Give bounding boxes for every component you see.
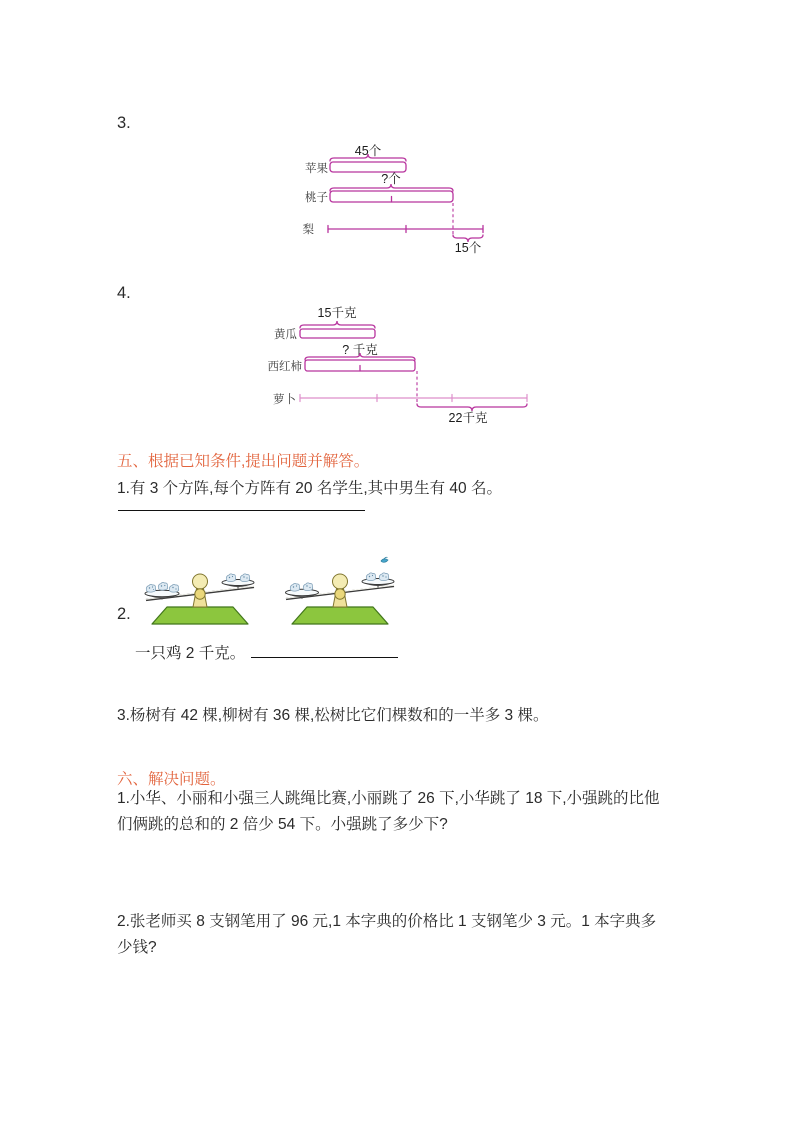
chick-icon (240, 574, 249, 582)
peaches-count-label: ?个 (381, 172, 401, 186)
scale-knob (193, 574, 208, 589)
apples-count-label: 45个 (354, 144, 382, 158)
balance-scales-illustration (122, 550, 422, 635)
radish-extra-brace (417, 404, 527, 411)
section5-q2-number: 2. (117, 605, 131, 623)
section5-q2-caption (135, 641, 398, 663)
section6-q2-text (117, 909, 656, 961)
scale-knob (333, 574, 348, 589)
radish-row-label: 萝卜 (273, 394, 296, 406)
section6-q2-line1: 2.张老师买 8 支钢笔用了 96 元,1 本字典的价格比 1 支钢笔少 3 元。1 本字典多 (117, 913, 657, 930)
cucumber-row-label: 黄瓜 (274, 329, 297, 341)
section6-q1-text (117, 786, 660, 838)
section5-heading: 五、根据已知条件,提出问题并解答。 (117, 453, 370, 470)
chick-icon (226, 574, 235, 582)
section6-q1-line1: 1.小华、小丽和小强三人跳绳比赛,小丽跳了 26 下,小华跳了 18 下,小强跳的比他 (117, 790, 660, 807)
radish-extra-label: 22千克 (448, 411, 488, 425)
pears-extra-label: 15个 (454, 241, 482, 255)
apples-bar (330, 162, 406, 172)
chick-icon (366, 573, 375, 581)
tomato-row-label: 西红柿 (267, 361, 302, 373)
scale-base (292, 607, 388, 624)
section5-q1-text: 1.有 3 个方阵,每个方阵有 20 名学生,其中男生有 40 名。 (117, 480, 502, 497)
section5-q3-text: 3.杨树有 42 棵,柳树有 36 棵,松树比它们棵数和的一半多 3 棵。 (117, 707, 549, 724)
section5-q1-answer-blank (118, 496, 365, 511)
apples-row-label: 苹果 (305, 163, 328, 175)
item3-number: 3. (117, 114, 131, 132)
chick-icon (290, 583, 299, 591)
peaches-brace (330, 184, 453, 191)
tomato-weight-label: ? 千克 (342, 343, 378, 357)
chick-icon (169, 584, 178, 592)
scale-pan-left-rim (286, 589, 319, 595)
scale-pivot (335, 589, 345, 599)
pears-row-label: 梨 (302, 224, 314, 236)
balance-scale-2 (286, 557, 395, 624)
section6-q2-line2: 少钱? (117, 939, 157, 956)
balance-scale-1 (145, 574, 254, 624)
scale-base (152, 607, 248, 624)
section6-q1-line2: 们俩跳的总和的 2 倍少 54 下。小强跳了多少下? (117, 816, 448, 833)
item4-bar-diagram (260, 300, 540, 428)
flying-bird-icon (381, 557, 388, 562)
scale-pivot (195, 589, 205, 599)
cucumber-weight-label: 15千克 (317, 306, 357, 320)
section5-q2-answer-blank (251, 644, 398, 658)
chick-icon (379, 573, 388, 581)
cucumber-bar (300, 329, 375, 338)
item4-number: 4. (117, 284, 131, 302)
section6-heading: 六、解决问题。 (117, 771, 226, 788)
cucumber-brace (300, 321, 375, 328)
chick-icon (158, 582, 167, 590)
chick-icon (146, 584, 155, 592)
section5-q2-caption-text: 一只鸡 2 千克。 (135, 645, 246, 662)
chick-icon (303, 583, 312, 591)
peaches-row-label: 桃子 (305, 192, 328, 204)
item3-bar-diagram (296, 139, 496, 259)
